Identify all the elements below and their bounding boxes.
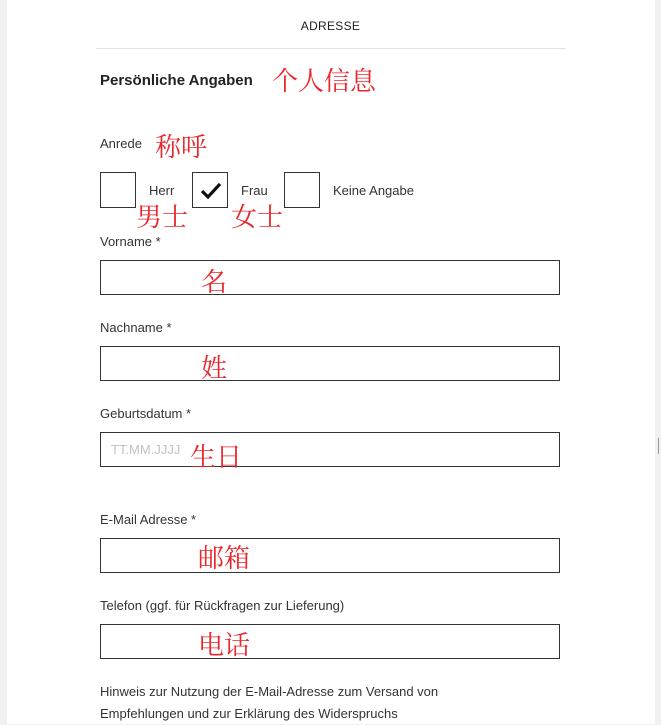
header-divider	[96, 48, 566, 49]
annotation-birthdate: 生日	[190, 443, 243, 473]
annotation-herr: 男士	[136, 203, 189, 233]
first-name-input[interactable]	[100, 260, 560, 295]
annotation-last-name: 姓	[201, 354, 228, 384]
email-usage-hint	[100, 681, 520, 725]
email-label: E-Mail Adresse *	[100, 512, 197, 527]
scrollbar-marker[interactable]	[658, 438, 659, 454]
email-usage-hint-line2: Empfehlungen und zur Erklärung des Widerspruchs	[100, 706, 398, 721]
annotation-email: 邮箱	[198, 544, 251, 574]
section-title: Persönliche Angaben	[100, 72, 253, 89]
annotation-section: 个人信息	[272, 67, 377, 97]
checkmark-icon	[201, 182, 221, 200]
page-title: ADRESSE	[300, 19, 361, 33]
annotation-salutation: 称呼	[155, 133, 208, 163]
annotation-first-name: 名	[201, 268, 228, 298]
checkbox-herr[interactable]	[100, 172, 136, 208]
annotation-frau: 女士	[231, 203, 284, 233]
phone-input[interactable]	[100, 624, 560, 659]
checkbox-frau-label[interactable]: Frau	[241, 183, 268, 198]
last-name-label: Nachname *	[100, 320, 172, 335]
email-input[interactable]	[100, 538, 560, 573]
salutation-label: Anrede	[100, 136, 142, 151]
annotation-phone: 电话	[198, 631, 251, 661]
first-name-label: Vorname *	[100, 234, 161, 249]
checkbox-herr-label[interactable]: Herr	[149, 183, 175, 198]
checkbox-frau[interactable]	[192, 172, 228, 208]
checkbox-keine-angabe-label[interactable]: Keine Angabe	[333, 183, 414, 198]
checkbox-keine-angabe[interactable]	[284, 172, 320, 208]
phone-label: Telefon (ggf. für Rückfragen zur Lieferung)	[100, 598, 345, 613]
last-name-input[interactable]	[100, 346, 560, 381]
email-usage-hint-line1: Hinweis zur Nutzung der E-Mail-Adresse zum Versand von	[100, 684, 439, 699]
birthdate-input[interactable]	[100, 432, 560, 467]
birthdate-label: Geburtsdatum *	[100, 406, 192, 421]
